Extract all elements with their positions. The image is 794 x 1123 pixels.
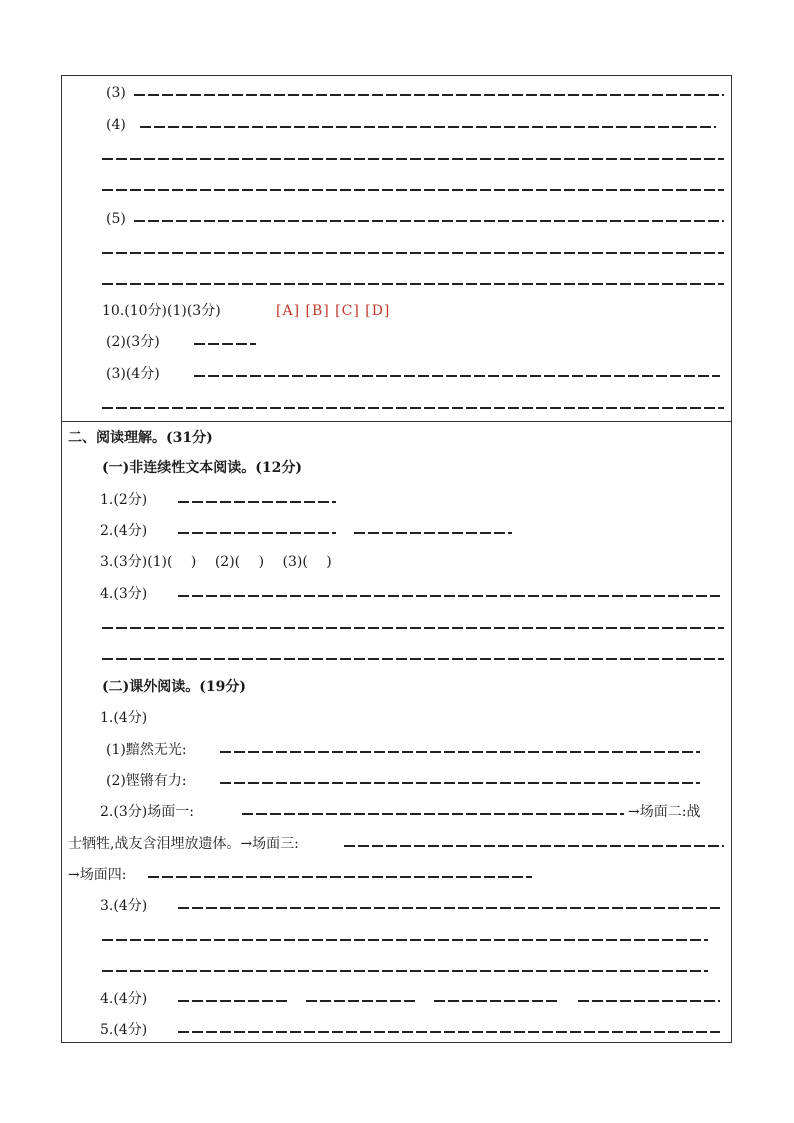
s2-q4-label: 4.(4分)	[100, 991, 148, 1007]
part2-heading: 二、阅读理解。(31分)	[68, 430, 213, 446]
answer-line[interactable]	[178, 532, 336, 534]
answer-line[interactable]	[102, 658, 724, 660]
q3-row	[62, 81, 731, 105]
answer-line[interactable]	[102, 158, 724, 160]
s2-q4-row	[62, 987, 731, 1011]
answer-line[interactable]	[194, 343, 256, 345]
answer-line[interactable]	[242, 813, 624, 815]
s2-q1-1-row	[62, 738, 731, 762]
s2-q2-scene2-cont: 士牺牲,战友含泪埋放遗体。→场面三:	[68, 836, 299, 852]
s2-q3-line-2	[62, 926, 731, 950]
s1-q2-label: 2.(4分)	[100, 523, 148, 539]
s2-q1-label: 1.(4分)	[100, 710, 148, 726]
s2-q2-row-3	[62, 863, 731, 887]
s2-q1-row	[62, 706, 731, 730]
s2-q5-label: 5.(4分)	[100, 1022, 148, 1038]
s2-q3-line-3	[62, 957, 731, 981]
s1-q3-row	[62, 550, 731, 574]
answer-line[interactable]	[578, 1000, 720, 1002]
answer-line[interactable]	[178, 907, 720, 909]
s2-q3-row	[62, 894, 731, 918]
answer-line[interactable]	[102, 970, 708, 972]
s1-q2-row	[62, 519, 731, 543]
q4-label: (4)	[106, 117, 126, 133]
q10-row	[62, 299, 731, 323]
answer-line[interactable]	[102, 939, 708, 941]
s1-q3-label[interactable]: 3.(3分)(1)( ) (2)( ) (3)( )	[100, 554, 332, 570]
q5-line-3	[62, 270, 731, 294]
s2-q2-scene2: →场面二:战	[628, 804, 701, 820]
q10-3-label: (3)(4分)	[106, 366, 160, 382]
s2-q2-row	[62, 800, 731, 824]
answer-line[interactable]	[178, 501, 336, 503]
q5-row	[62, 207, 731, 231]
answer-line[interactable]	[344, 845, 724, 847]
q5-line-2	[62, 239, 731, 263]
s2-q1-1-label: (1)黯然无光:	[106, 742, 187, 758]
s2-q1-2-label: (2)铿锵有力:	[106, 773, 187, 789]
answer-line[interactable]	[306, 1000, 416, 1002]
s2-q5-row	[62, 1018, 731, 1042]
q10-label: 10.(10分)(1)(3分)	[102, 303, 221, 319]
sub2-heading-row	[62, 675, 731, 699]
answer-line[interactable]	[178, 1000, 288, 1002]
s2-q3-label: 3.(4分)	[100, 898, 148, 914]
s2-q1-2-row	[62, 769, 731, 793]
s2-q2-row-2	[62, 832, 731, 856]
answer-line[interactable]	[134, 94, 724, 96]
q5-label: (5)	[106, 211, 126, 227]
sub1-heading: (一)非连续性文本阅读。(12分)	[102, 460, 302, 476]
section-divider	[62, 421, 731, 422]
answer-line[interactable]	[102, 283, 724, 285]
s2-q2-label: 2.(3分)场面一:	[100, 804, 194, 820]
q10-3-row	[62, 362, 731, 386]
q4-line-3	[62, 176, 731, 200]
sub2-heading: (二)课外阅读。(19分)	[102, 679, 246, 695]
s1-q1-row	[62, 488, 731, 512]
answer-line[interactable]	[178, 595, 720, 597]
part2-heading-row	[62, 426, 731, 450]
q10-2-label: (2)(3分)	[106, 334, 160, 350]
answer-line[interactable]	[102, 252, 724, 254]
answer-line[interactable]	[220, 782, 700, 784]
answer-line[interactable]	[102, 407, 724, 409]
q4-line-2	[62, 145, 731, 169]
answer-line[interactable]	[434, 1000, 560, 1002]
s1-q1-label: 1.(2分)	[100, 492, 148, 508]
q10-3-line-2	[62, 394, 731, 418]
q3-label: (3)	[106, 85, 126, 101]
s1-q4-label: 4.(3分)	[100, 586, 148, 602]
answer-line[interactable]	[178, 1031, 720, 1033]
q10-choices[interactable]: [A] [B] [C] [D]	[276, 303, 391, 319]
sub1-heading-row	[62, 456, 731, 480]
answer-line[interactable]	[194, 375, 720, 377]
s1-q4-line-2	[62, 614, 731, 638]
q10-2-row	[62, 330, 731, 354]
q4-row	[62, 113, 731, 137]
answer-line[interactable]	[140, 126, 716, 128]
answer-line[interactable]	[354, 532, 512, 534]
s1-q4-line-3	[62, 645, 731, 669]
answer-line[interactable]	[148, 876, 532, 878]
s2-q2-scene4: →场面四:	[68, 867, 127, 883]
answer-line[interactable]	[102, 189, 724, 191]
s1-q4-row	[62, 582, 731, 606]
answer-line[interactable]	[134, 220, 724, 222]
answer-line[interactable]	[102, 627, 724, 629]
answer-line[interactable]	[220, 751, 700, 753]
answer-sheet	[61, 75, 732, 1043]
